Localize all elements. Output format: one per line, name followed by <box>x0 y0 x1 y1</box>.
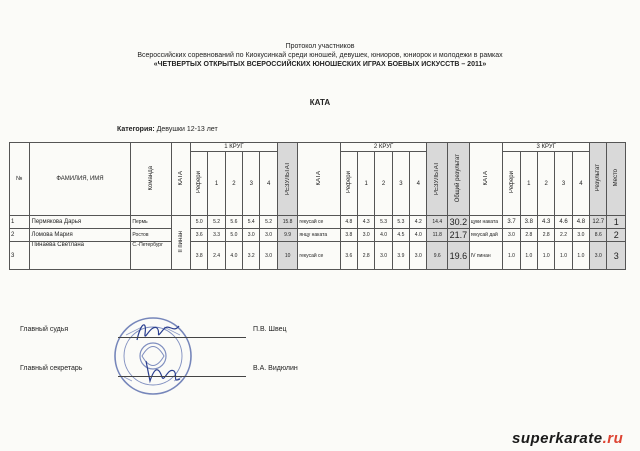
score-cell: 5.4 <box>243 216 260 229</box>
result-cell: 9.6 <box>427 242 448 270</box>
score-cell: 4.0 <box>410 229 427 242</box>
result-cell: 8.6 <box>590 229 607 242</box>
chief-judge-label: Главный судья <box>20 326 69 333</box>
score-cell: 2.2 <box>555 229 572 242</box>
secretary-line <box>118 376 246 377</box>
total-cell: 30.2 <box>448 216 470 229</box>
judge-4-r1: 4 <box>260 152 277 216</box>
score-cell: 1.0 <box>572 242 589 270</box>
round-2-header: 2 КРУГ <box>340 143 427 152</box>
place-cell: 3 <box>607 242 626 270</box>
score-cell: 5.0 <box>191 216 208 229</box>
header-line-1: Протокол участников <box>285 43 355 50</box>
score-cell: 3.8 <box>191 242 208 270</box>
score-cell: 3.9 <box>392 242 409 270</box>
judge-4-r2: 4 <box>410 152 427 216</box>
row-number: 2 <box>10 229 30 242</box>
table-row <box>10 216 626 229</box>
secretary-label: Главный секретарь <box>20 365 83 372</box>
athlete-name: Ломова Мария <box>29 229 131 242</box>
score-cell: 4.2 <box>410 216 427 229</box>
round-1-header: 1 КРУГ <box>191 143 278 152</box>
row-number: 3 <box>10 242 30 270</box>
col-result-1: РЕЗУЛЬТАТ <box>284 161 291 195</box>
athlete-team: Пермь <box>131 216 171 229</box>
score-cell: 3.0 <box>260 229 277 242</box>
score-cell: 4.8 <box>572 216 589 229</box>
col-place: Место <box>613 169 620 187</box>
judge-4-r3: 4 <box>572 152 589 216</box>
secretary-signature <box>140 355 186 389</box>
athlete-name: Пермякова Дарья <box>29 216 131 229</box>
category-label: Категория: <box>117 126 155 133</box>
judge-2-r3: 2 <box>538 152 555 216</box>
score-cell: 1.0 <box>503 242 520 270</box>
judge-3-r2: 3 <box>392 152 409 216</box>
chief-judge-line <box>118 337 246 338</box>
col-total: Общий результат <box>455 153 462 203</box>
result-cell: 3.0 <box>590 242 607 270</box>
row-number: 1 <box>10 216 30 229</box>
secretary-name: В.А. Видюлин <box>253 365 298 372</box>
athlete-team: С.-Петербург <box>131 242 171 270</box>
judge-1-r3: 1 <box>520 152 537 216</box>
result-cell: 11.8 <box>427 229 448 242</box>
header-line-2: Всероссийских соревнований по Киокусинкай среди юношей, девушек, юниоров, юниорок и молодежи в рамках <box>137 52 503 59</box>
score-cell: 1.0 <box>555 242 572 270</box>
score-cell: 4.0 <box>375 229 392 242</box>
table-row <box>10 229 626 242</box>
score-cell: 4.8 <box>340 216 357 229</box>
score-cell: 5.2 <box>260 216 277 229</box>
athlete-name: Пинаева Светлана <box>29 242 131 270</box>
score-cell: 1.0 <box>520 242 537 270</box>
col-number: № <box>10 143 30 216</box>
score-cell: 1.0 <box>538 242 555 270</box>
round-3-header: 3 КРУГ <box>503 143 590 152</box>
score-cell: 5.3 <box>392 216 409 229</box>
score-cell: 3.8 <box>340 229 357 242</box>
watermark-tld: .ru <box>602 430 624 447</box>
result-cell: 15.8 <box>277 216 298 229</box>
col-result-2: РЕЗУЛЬТАТ <box>434 161 441 195</box>
kata-name: гекусай дай <box>469 229 503 242</box>
referee-label-r3: Рефери <box>508 171 515 194</box>
chief-judge-signature <box>133 316 183 348</box>
score-cell: 5.0 <box>225 229 242 242</box>
score-cell: 3.3 <box>208 229 225 242</box>
score-cell: 2.8 <box>538 229 555 242</box>
score-cell: 5.3 <box>375 216 392 229</box>
col-kata-2: КАТА <box>316 170 323 186</box>
place-cell: 2 <box>607 229 626 242</box>
result-cell: 9.9 <box>277 229 298 242</box>
result-cell: 10 <box>277 242 298 270</box>
watermark-main: superkarate <box>512 430 603 447</box>
judge-2-r2: 2 <box>375 152 392 216</box>
score-cell: 4.6 <box>555 216 572 229</box>
kata-name: цуки наката <box>469 216 503 229</box>
athlete-team: Ростов <box>131 229 171 242</box>
col-result-3: Результат <box>595 164 602 192</box>
score-cell: 3.0 <box>410 242 427 270</box>
table-row <box>10 242 626 270</box>
judge-3-r3: 3 <box>555 152 572 216</box>
kata-round-1: II пинан <box>177 230 184 253</box>
header-line-3: «ЧЕТВЕРТЫХ ОТКРЫТЫХ ВСЕРОССИЙСКИХ ЮНОШЕСКИХ ИГРАХ БОЕВЫХ ИСКУССТВ – 2011» <box>153 61 487 68</box>
col-team: Команда <box>147 165 154 191</box>
total-cell: 19.6 <box>448 242 470 270</box>
score-cell: 4.5 <box>392 229 409 242</box>
total-cell: 21.7 <box>448 229 470 242</box>
score-cell: 3.6 <box>191 229 208 242</box>
score-cell: 3.7 <box>503 216 520 229</box>
score-cell: 3.0 <box>260 242 277 270</box>
score-cell: 4.3 <box>538 216 555 229</box>
score-cell: 3.0 <box>358 229 375 242</box>
judge-3-r1: 3 <box>243 152 260 216</box>
score-cell: 2.8 <box>358 242 375 270</box>
score-cell: 3.0 <box>572 229 589 242</box>
col-kata-3: КАТА <box>483 170 490 186</box>
kata-name: гекусай се <box>298 216 340 229</box>
site-watermark <box>512 430 623 447</box>
score-cell: 3.6 <box>340 242 357 270</box>
judge-1-r2: 1 <box>358 152 375 216</box>
score-cell: 2.4 <box>208 242 225 270</box>
score-cell: 3.0 <box>243 229 260 242</box>
place-cell: 1 <box>607 216 626 229</box>
judge-1-r1: 1 <box>208 152 225 216</box>
score-cell: 3.2 <box>243 242 260 270</box>
col-kata-1: КАТА <box>177 170 184 186</box>
results-table <box>9 142 626 270</box>
referee-label-r1: Рефери <box>196 171 203 194</box>
score-cell: 4.3 <box>358 216 375 229</box>
protocol-header <box>0 42 640 69</box>
score-cell: 3.8 <box>520 216 537 229</box>
referee-label-r2: Рефери <box>345 171 352 194</box>
score-cell: 3.0 <box>375 242 392 270</box>
score-cell: 2.8 <box>520 229 537 242</box>
category-line <box>117 126 218 133</box>
score-cell: 5.2 <box>208 216 225 229</box>
kata-name: гекусай се <box>298 242 340 270</box>
kata-name: IV пинан <box>469 242 503 270</box>
category-value: Девушки 12-13 лет <box>156 126 218 133</box>
chief-judge-name: П.В. Швец <box>253 326 287 333</box>
score-cell: 5.6 <box>225 216 242 229</box>
result-cell: 12.7 <box>590 216 607 229</box>
kata-name: янцу наката <box>298 229 340 242</box>
result-cell: 14.4 <box>427 216 448 229</box>
col-name: ФАМИЛИЯ, ИМЯ <box>29 143 131 216</box>
score-cell: 3.0 <box>503 229 520 242</box>
judge-2-r1: 2 <box>225 152 242 216</box>
discipline-title: КАТА <box>309 98 331 107</box>
score-cell: 4.0 <box>225 242 242 270</box>
